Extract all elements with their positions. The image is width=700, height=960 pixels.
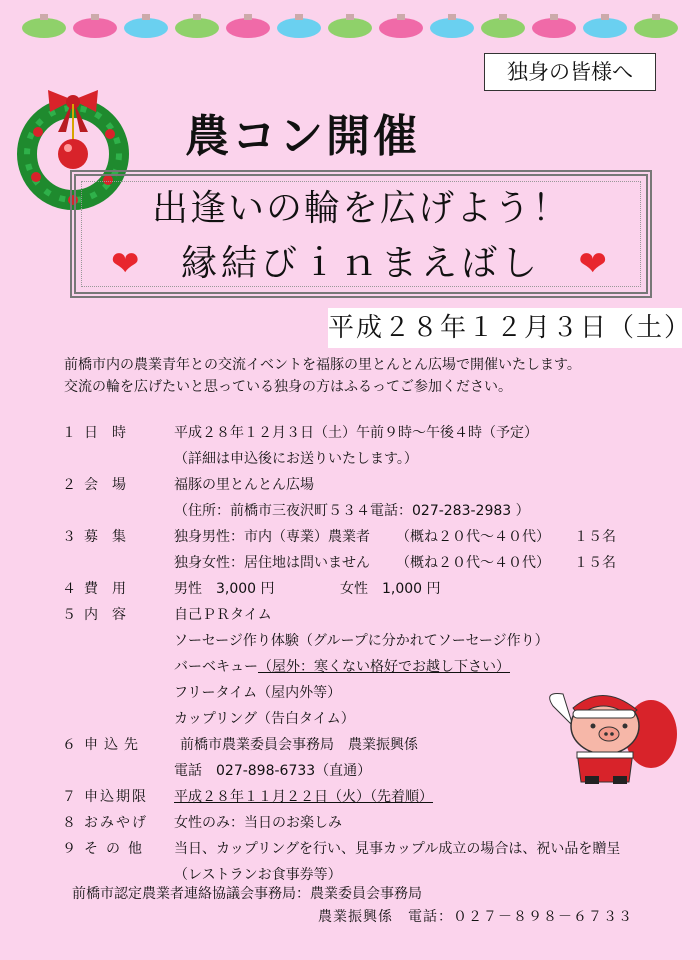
catchphrase-line1: 出逢いの輪を広げよう！ (151, 188, 570, 229)
catchphrase-line2 (70, 235, 652, 286)
catchphrase-line2-text: 縁結びｉｎまえばし (180, 243, 541, 284)
detail-row-content (62, 654, 682, 680)
ornament-cap (295, 14, 303, 20)
fee-female: 女性 1,000 円 (340, 581, 441, 597)
page-title: 農コン開催 (185, 111, 420, 162)
intro-line: 前橋市内の農業青年との交流イベントを福豚の里とんとん広場で開催いたします。 (64, 357, 581, 373)
item-number: ４ (62, 581, 76, 597)
santa-pig-icon (533, 686, 683, 786)
ornament-icon (124, 18, 168, 38)
gift-value: 女性のみ：当日のお楽しみ (174, 815, 342, 831)
item-note: （詳細は申込後にお送りいたします。） (174, 451, 418, 467)
ornament-icon (226, 18, 270, 38)
ornament-icon (22, 18, 66, 38)
ornament-icon (481, 18, 525, 38)
ornament-garland (0, 8, 700, 42)
ornament-cap (142, 14, 150, 20)
intro-text (64, 354, 581, 398)
content-item: フリータイム（屋内外等） (174, 685, 342, 701)
detail-row-content (62, 602, 682, 628)
ornament-icon (328, 18, 372, 38)
recruit-age: （概ね２０代～４０代） (396, 529, 550, 545)
detail-row-recruit-male (62, 524, 682, 550)
ornament-cap (652, 14, 660, 20)
other-note: （レストランお食事券等） (174, 867, 342, 883)
other-value: 当日、カップリングを行い、見事カップル成立の場合は、祝い品を贈呈 (174, 841, 621, 857)
ornament-icon (430, 18, 474, 38)
footer-line2: 農業振興係 電話：０２７－８９８－６７３３ (318, 909, 633, 925)
ornament-icon (634, 18, 678, 38)
item-number: １ (62, 425, 76, 441)
recruit-age: （概ね２０代～４０代） (396, 555, 550, 571)
apply-office: 前橋市農業委員会事務局 農業振興係 (180, 737, 418, 753)
ornament-cap (448, 14, 456, 20)
content-item: ソーセージ作り体験（グループに分かれてソーセージ作り） (174, 633, 549, 649)
audience-badge: 独身の皆様へ (484, 53, 656, 91)
intro-line: 交流の輪を広げたいと思っている独身の方はふるってご参加ください。 (64, 379, 512, 395)
item-number: ２ (62, 477, 76, 493)
ornament-cap (91, 14, 99, 20)
bbq-label: バーベキュー (174, 659, 258, 675)
ornament-icon (175, 18, 219, 38)
item-label: 申込期限 (84, 789, 148, 805)
ornament-icon (532, 18, 576, 38)
detail-row-date-note (62, 446, 682, 472)
item-label: 内容 (84, 607, 140, 623)
item-number: ９ (62, 841, 76, 857)
content-item: 自己ＰＲタイム (174, 607, 272, 623)
detail-row-gift (62, 810, 682, 836)
recruit-count: １５名 (574, 529, 616, 545)
recruit-count: １５名 (574, 555, 616, 571)
content-item: カップリング（告白タイム） (174, 711, 355, 727)
footer-line1: 前橋市認定農業者連絡協議会事務局：農業委員会事務局 (72, 886, 422, 902)
detail-row-venue (62, 472, 682, 498)
item-label: 会場 (84, 477, 140, 493)
deadline-value: 平成２８年１１月２２日（火）（先着順） (174, 789, 433, 805)
detail-row-venue-note (62, 498, 682, 524)
ornament-cap (193, 14, 201, 20)
recruit-who: 独身女性：居住地は問いません (174, 555, 370, 571)
item-label: 申込先 (84, 737, 144, 753)
detail-row-content (62, 628, 682, 654)
detail-row-date (62, 420, 682, 446)
fee-male: 男性 3,000 円 (174, 581, 275, 597)
ornament-cap (346, 14, 354, 20)
details-list (62, 420, 682, 888)
ornament-icon (277, 18, 321, 38)
ornament-cap (499, 14, 507, 20)
item-value: 福豚の里とんとん広場 (174, 477, 314, 493)
apply-phone: 電話 027-898-6733（直通） (174, 763, 372, 779)
detail-row-deadline (62, 784, 682, 810)
item-value: 平成２８年１２月３日（土）午前９時～午後４時（予定） (174, 425, 538, 441)
item-label: 募集 (84, 529, 140, 545)
item-note: （住所：前橋市三夜沢町５３４電話：027-283-2983 ） (174, 503, 530, 519)
item-number: ３ (62, 529, 76, 545)
heart-icon: ❤ (111, 244, 144, 284)
heart-icon: ❤ (578, 244, 611, 284)
bbq-note: （屋外：寒くない格好でお越し下さい） (258, 659, 510, 675)
item-number: ５ (62, 607, 76, 623)
ornament-icon (73, 18, 117, 38)
ornament-cap (244, 14, 252, 20)
item-number: ６ (62, 737, 76, 753)
event-date: 平成２８年１２月３日（土） (328, 308, 682, 348)
detail-row-recruit-female (62, 550, 682, 576)
item-label: 費用 (84, 581, 140, 597)
ornament-cap (550, 14, 558, 20)
ornament-cap (40, 14, 48, 20)
item-number: ７ (62, 789, 76, 805)
detail-row-other (62, 836, 682, 862)
item-label: 日時 (84, 425, 140, 441)
recruit-who: 独身男性：市内（専業）農業者 (174, 529, 370, 545)
item-label: おみやげ (84, 815, 148, 831)
ornament-cap (397, 14, 405, 20)
ornament-icon (379, 18, 423, 38)
ornament-cap (601, 14, 609, 20)
item-number: ８ (62, 815, 76, 831)
detail-row-fee (62, 576, 682, 602)
ornament-icon (583, 18, 627, 38)
item-label: その他 (84, 841, 150, 857)
content-item-bbq (174, 654, 510, 680)
